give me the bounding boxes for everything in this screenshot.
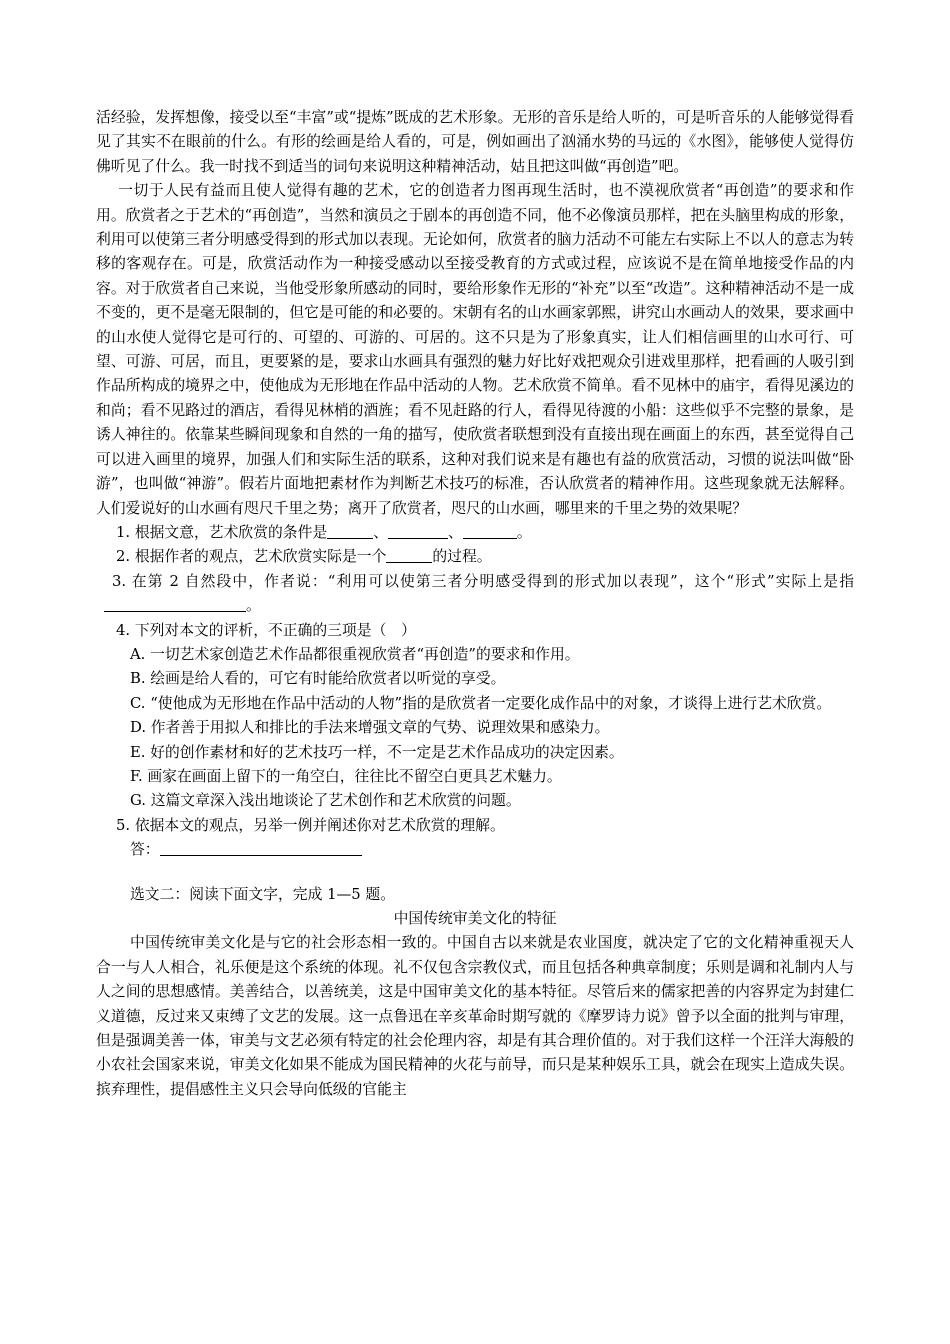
question-3: 3. 在第 2 自然段中，作者说：“利用可以使第三者分明感受得到的形式加以表现”，这个“形式”实际上是指。 — [96, 570, 854, 619]
question-2: 2. 根据作者的观点，艺术欣赏实际是一个 的过程。 — [116, 548, 492, 566]
question-4-option-g: G. 这篇文章深入浅出地谈论了艺术创作和艺术欣赏的问题。 — [130, 792, 521, 810]
question-4-option-a: A. 一切艺术家创造艺术作品都很重视欣赏者“再创造”的要求和作用。 — [130, 645, 580, 663]
question-4: 4. 下列对本文的评析，不正确的三项是（ ） — [116, 621, 416, 639]
question-4-option-d: D. 作者善于用拟人和排比的手法来增强文章的气势、说理效果和感染力。 — [130, 719, 610, 737]
question-4-option-c: C. “使他成为无形地在作品中活动的人物”指的是欣赏者一定要化成作品中的对象，才谈得上进行艺术欣赏。 — [130, 694, 832, 712]
passage1-paragraph-1: 活经验，发挥想像，接受以至“丰富”或“提炼”既成的艺术形象。无形的音乐是给人听的，可是听音乐的人能够觉得看见了其实不在眼前的什么。有形的绘画是给人看的，可是，例如画出了汹涌水势的马远的《水图》，能够使人觉得仿佛听见了什么。我一时找不到适当的词句来说明这种精神活动，姑且把这叫做“再创造”吧。 — [96, 109, 854, 175]
answer-blank[interactable] — [388, 523, 448, 539]
passage1-paragraph-2: 一切于人民有益而且使人觉得有趣的艺术，它的创造者力图再现生活时，也不漠视欣赏者“再创造”的要求和作用。欣赏者之于艺术的“再创造”，当然和演员之于剧本的再创造不同，他不必像演员那样，把在头脑里构成的形象，利用可以使第三者分明感受得到的形式加以表现。无论如何，欣赏者的脑力活动不可能左右实际上不以人的意志为转移的客观存在。可是，欣赏活动作为一种接受感动以至接受教育的方式或过程，应该说不是在简单地接受作品的内容。对于欣赏者自己来说，当他受形象所感动的同时，要给形象作无形的“补充”以至“改造”。这种精神活动不是一成不变的，更不是毫无限制的，但它是可能的和必要的。宋朝有名的山水画家郭熙，讲究山水画动人的效果，要求画中的山水使人觉得它是可行的、可望的、可游的、可居的。这不只是为了形象真实，让人们相信画里的山水可行、可望、可游、可居，而且，更要紧的是，要求山水画具有强烈的魅力好比好戏把观众引进戏里那样，把看画的人吸引到作品所构成的境界之中，使他成为无形地在作品中活动的人物。艺术欣赏不简单。看不见林中的庙宇，看得见溪边的和尚；看不见路过的酒店，看得见林梢的酒旌；看不见赶路的行人，看得见待渡的小船：这些似乎不完整的景象，是诱人神往的。依靠某些瞬间现象和自然的一角的描写，使欣赏者联想到没有直接出现在画面上的东西，甚至觉得自己可以进入画里的境界，加强人们和实际生活的联系，这种对我们说来是有趣也有益的欣赏活动，习惯的说法叫做“卧游”，也叫做“神游”。假若片面地把素材作为判断艺术技巧的标准，否认欣赏者的精神作用。这些现象就无法解释。人们爱说好的山水画有咫尺千里之势；离开了欣赏者，咫尺的山水画，哪里来的千里之势的效果呢？ — [96, 182, 854, 517]
answer-blank[interactable] — [386, 547, 432, 563]
answer-blank[interactable] — [327, 523, 373, 539]
passage2-title: 中国传统审美文化的特征 — [393, 910, 557, 927]
section-gap — [96, 863, 854, 883]
question-5-answer — [96, 838, 854, 862]
question-1: 1. 根据文意，艺术欣赏的条件是 、 、 。 — [116, 523, 532, 541]
question-2-text: 2. 根据作者的观点，艺术欣赏实际是一个 — [116, 548, 387, 566]
question-5: 5. 依据本文的观点，另举一例并阐述你对艺术欣赏的理解。 — [116, 816, 505, 834]
answer-label: 答： — [130, 841, 160, 859]
question-4-option-e: E. 好的创作素材和好的艺术技巧一样，不一定是艺术作品成功的决定因素。 — [130, 743, 624, 761]
question-4-option-f: F. 画家在画面上留下的一角空白，往往比不留空白更具艺术魅力。 — [130, 767, 562, 785]
passage2-paragraph-1: 中国传统审美文化是与它的社会形态相一致的。中国自古以来就是农业国度，就决定了它的文化精神重视天人合一与人人相合，礼乐便是这个系统的体现。礼不仅包含宗教仪式，而且包括各种典章制度；乐则是调和礼制内人与人之间的思想感情。美善结合，以善统美，这是中国审美文化的基本特征。尽管后来的儒家把善的内容界定为封建仁义道德，反过来又束缚了文艺的发展。这一点鲁迅在辛亥革命时期写就的《摩罗诗力说》曾予以全面的批判与审理，但是强调美善一体，审美与文艺必须有特定的社会伦理内容，却是有其合理价值的。对于我们这样一个汪洋大海般的小农社会国家来说，审美文化如果不能成为国民精神的火花与前导，而只是某种娱乐工具，就会在现实上造成失误。摈弃理性，提倡感性主义只会导向低级的官能主 — [96, 934, 854, 1098]
answer-blank[interactable] — [104, 596, 246, 612]
answer-line[interactable] — [160, 840, 362, 856]
document-page — [96, 106, 854, 1102]
passage2-intro: 选文二：阅读下面文字，完成 1—5 题。 — [130, 885, 395, 903]
question-4-option-b: B. 绘画是给人看的，可它有时能给欣赏者以听觉的享受。 — [130, 670, 506, 688]
question-3-text: 3. 在第 2 自然段中，作者说：“利用可以使第三者分明感受得到的形式加以表现”，这个“形式”实际上是指 — [112, 572, 854, 590]
question-1-text: 1. 根据文意，艺术欣赏的条件是 — [116, 523, 328, 541]
answer-blank[interactable] — [463, 523, 517, 539]
